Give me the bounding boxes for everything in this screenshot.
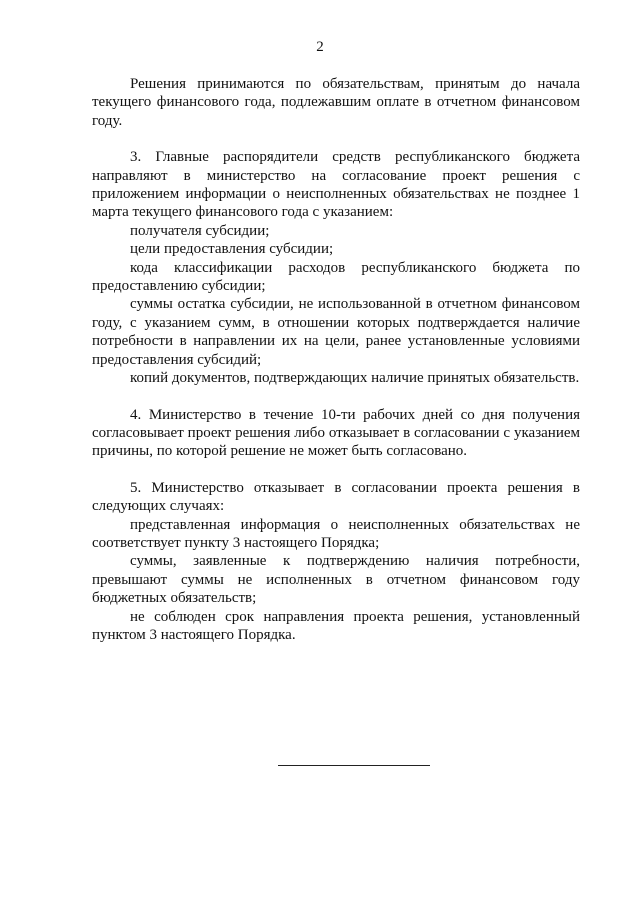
- list-item-recipient: получателя субсидии;: [130, 222, 270, 239]
- paragraph-gap: [92, 388, 580, 406]
- list-item-purpose: цели предоставления субсидии;: [130, 241, 334, 258]
- list-item-amount-exceeds: суммы, заявленные к подтверждению наличия потребности, превышают суммы не исполненных в отчетном финансовом году бюджетных обязательств;: [92, 553, 580, 607]
- paragraph-decisions: Решения принимаются по обязательствам, принятым до начала текущего финансового года, подлежавшим оплате в отчетном финансовом году.: [92, 76, 580, 129]
- closing-rule: [278, 765, 430, 766]
- list-item-deadline-missed: не соблюден срок направления проекта решения, установленный пунктом 3 настоящего Порядка.: [92, 608, 580, 643]
- paragraph-clause-3: 3. Главные распорядители средств республиканского бюджета направляют в министерство на согласование проект решения с приложением информации о неисполненных обязательствах не позднее 1 марта текущего финансового года с указанием:: [92, 149, 580, 221]
- list-item-info-mismatch: представленная информация о неисполненных обязательствах не соответствует пункту 3 настоящего Порядка;: [92, 516, 580, 551]
- list-item-document-copies: копий документов, подтверждающих наличие принятых обязательств.: [130, 370, 580, 387]
- paragraph-clause-5: 5. Министерство отказывает в согласовании проекта решения в следующих случаях:: [92, 479, 580, 515]
- document-body: [92, 75, 580, 644]
- paragraph-clause-4: 4. Министерство в течение 10-ти рабочих дней со дня получения согласовывает проект решения либо отказывает в согласовании с указанием причины, по которой решение не может быть согласовано.: [92, 406, 580, 460]
- paragraph-gap: [92, 461, 580, 479]
- list-item-classification-code: кода классификации расходов республиканского бюджета по предоставлению субсидии;: [92, 259, 580, 295]
- paragraph-gap: [92, 130, 580, 148]
- list-item-remaining-amount: суммы остатка субсидии, не использованной в отчетном финансовом году, с указанием сумм, в отношении которых подтверждается наличие потребности в направлении их на цели, ранее установленные условиями предоставления субсидий;: [92, 296, 580, 368]
- page-number: 2: [316, 39, 324, 55]
